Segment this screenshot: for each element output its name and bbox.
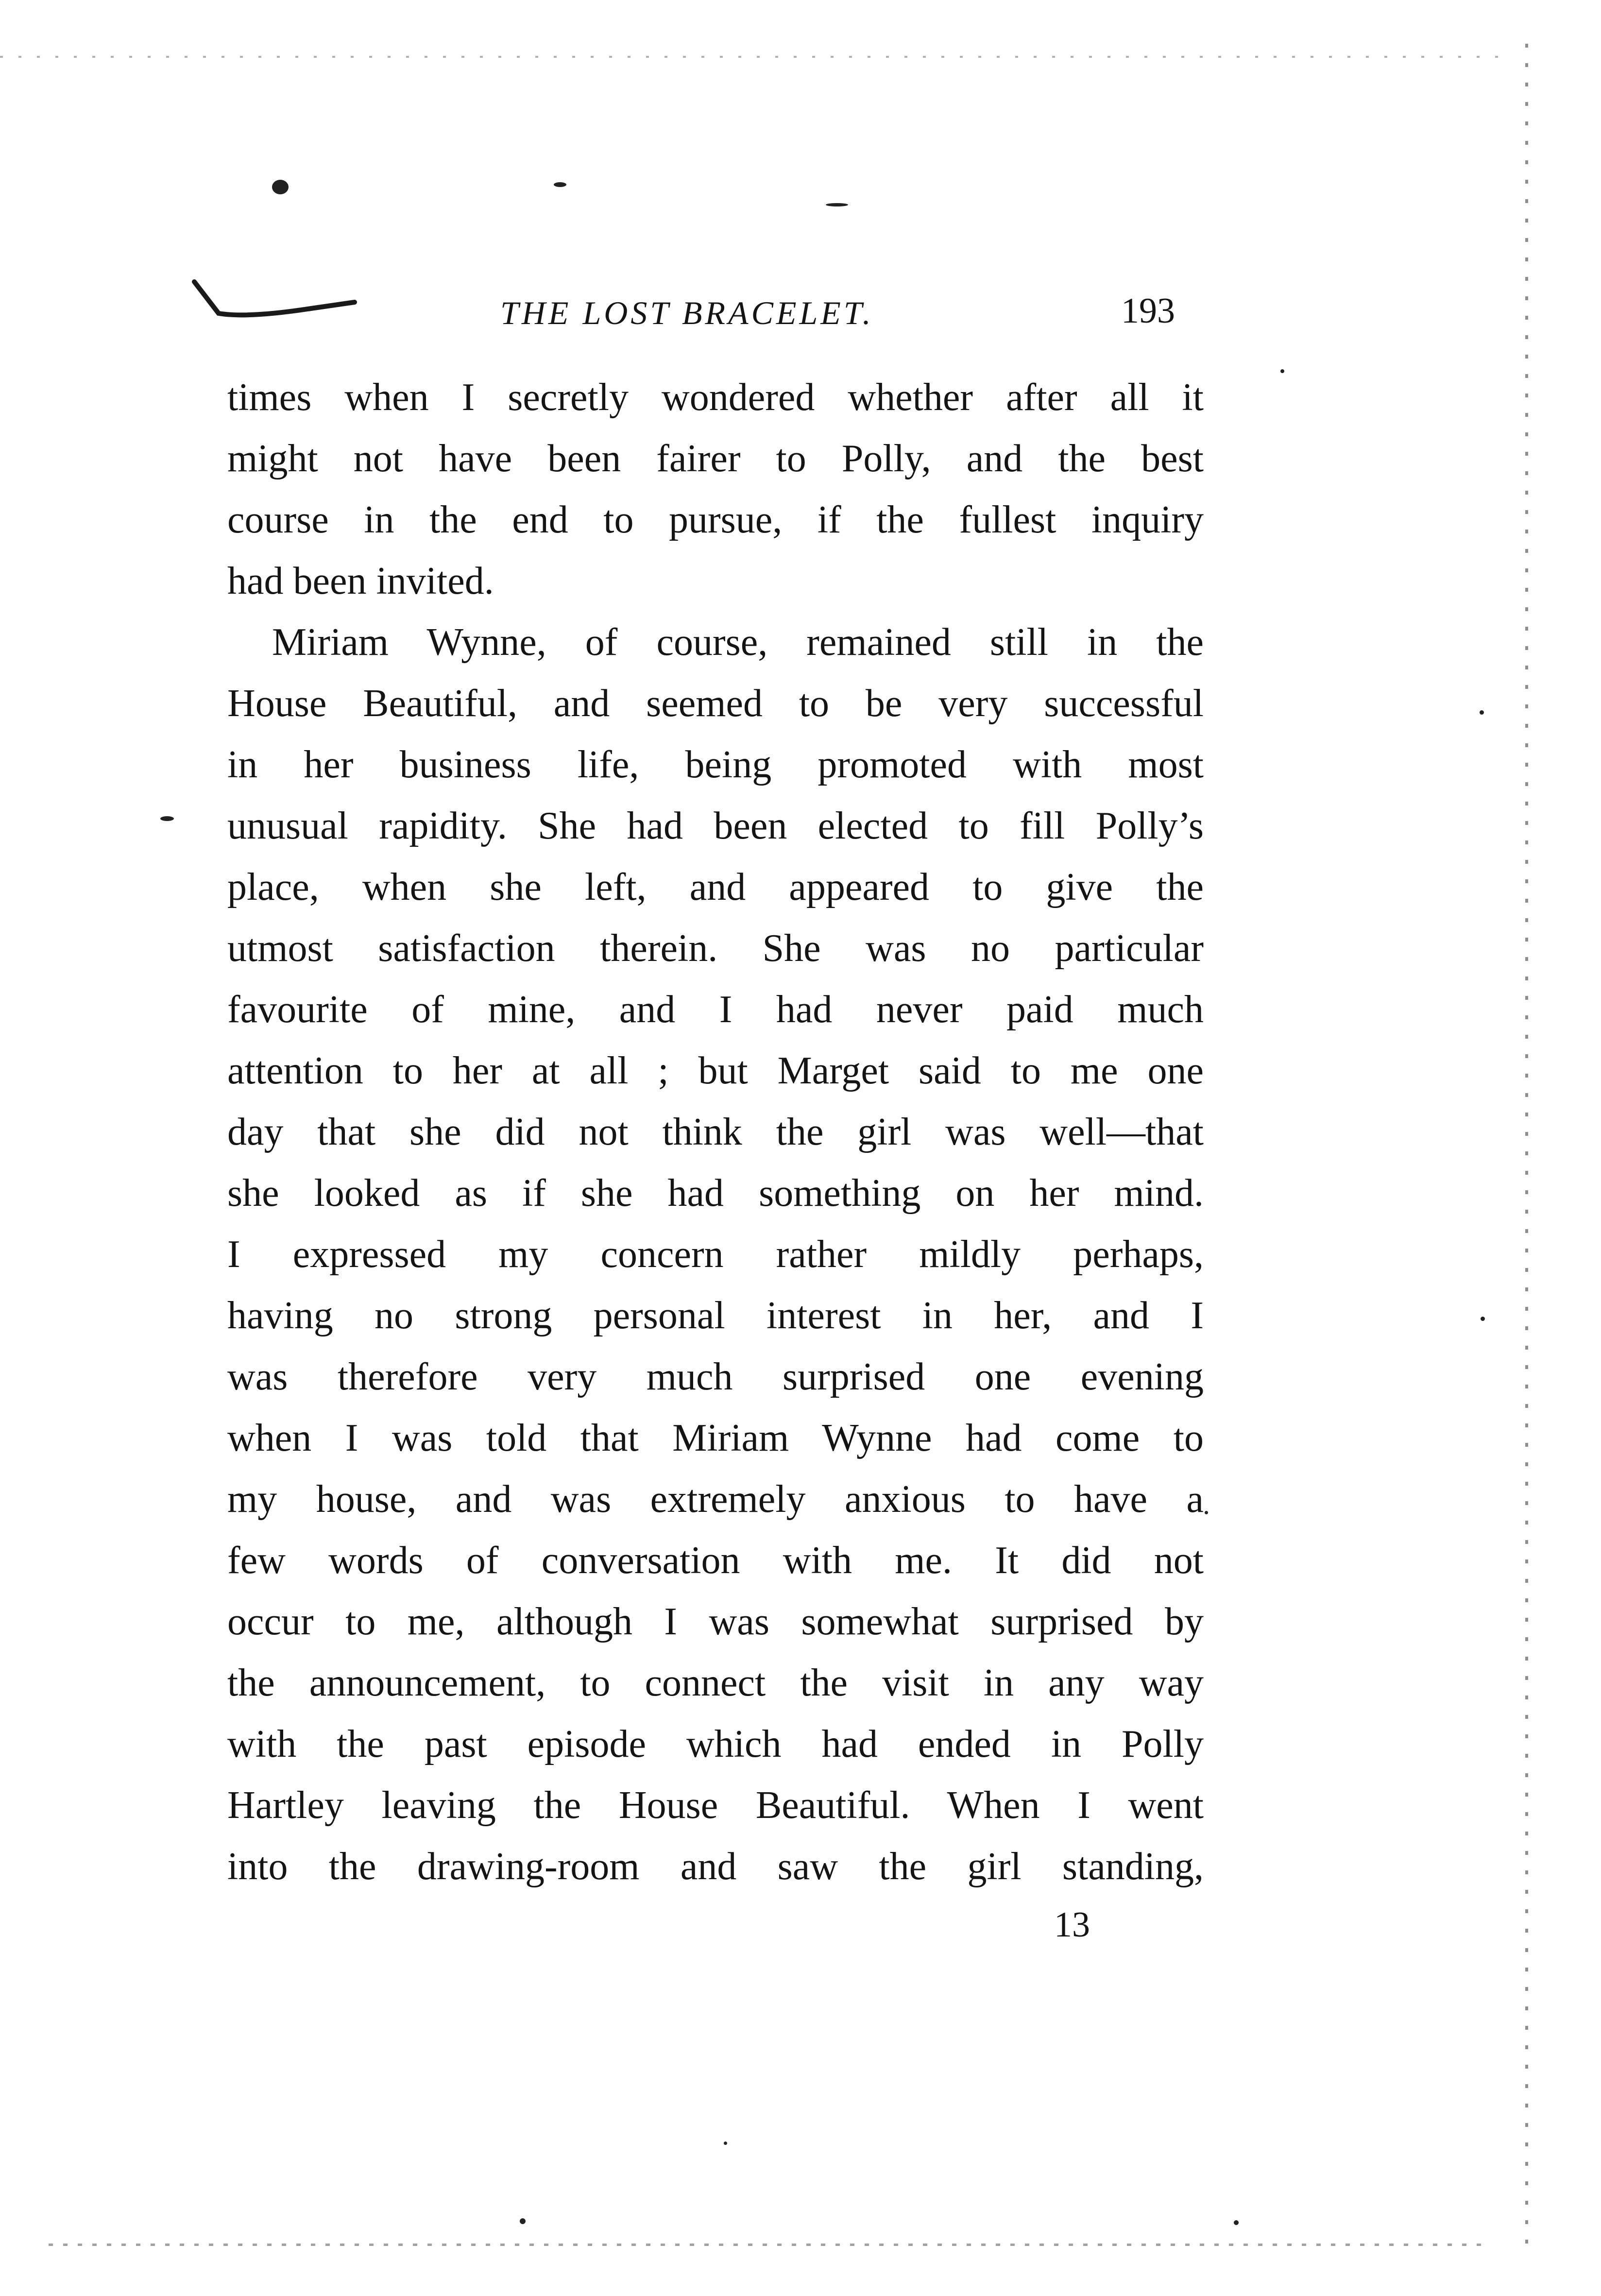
scan-speck: [1480, 710, 1484, 715]
scan-speck: [724, 2142, 727, 2145]
text-line: with the past episode which had ended in Polly: [227, 1723, 1204, 1765]
signature-mark: 13: [1054, 1905, 1090, 1945]
text-line: Miriam Wynne, of course, remained still in the: [272, 621, 1204, 664]
text-line: attention to her at all ; but Marget said to me one: [227, 1049, 1204, 1092]
scan-top-edge: [0, 56, 1506, 58]
scan-right-edge: [1525, 44, 1528, 2254]
text-line: utmost satisfaction therein. She was no particular: [227, 927, 1204, 970]
scan-speck: [554, 182, 566, 187]
text-line: place, when she left, and appeared to give the: [227, 866, 1204, 908]
text-line: my house, and was extremely anxious to have a: [227, 1478, 1204, 1521]
body-text: [227, 367, 1204, 1897]
text-line: was therefore very much surprised one evening: [227, 1355, 1204, 1398]
text-line: House Beautiful, and seemed to be very successful: [227, 682, 1204, 725]
text-line: Hartley leaving the House Beautiful. When I went: [227, 1784, 1204, 1827]
scan-speck: [272, 180, 289, 194]
scan-speck: [1280, 369, 1284, 373]
text-line: favourite of mine, and I had never paid much: [227, 988, 1204, 1031]
text-line: into the drawing-room and saw the girl standing,: [227, 1845, 1204, 1888]
text-line: I expressed my concern rather mildly perhaps,: [227, 1233, 1204, 1276]
text-line: having no strong personal interest in her, and I: [227, 1294, 1204, 1337]
text-line: might not have been fairer to Polly, and the best: [227, 437, 1204, 480]
text-line: in her business life, being promoted with most: [227, 743, 1204, 786]
scan-speck: [1481, 1317, 1485, 1321]
scan-speck: [160, 816, 174, 821]
text-line: when I was told that Miriam Wynne had come to: [227, 1417, 1204, 1459]
text-line: few words of conversation with me. It did not: [227, 1539, 1204, 1582]
page-number: 193: [1121, 291, 1175, 331]
running-head-title: THE LOST BRACELET.: [500, 294, 874, 331]
scan-speck: [1205, 1511, 1208, 1514]
text-line: had been invited.: [227, 560, 494, 602]
scan-speck: [1234, 2220, 1239, 2225]
scan-speck: [826, 203, 848, 206]
scan-bottom-edge: [49, 2244, 1482, 2246]
corner-pen-mark: [189, 272, 364, 345]
text-line: occur to me, although I was somewhat surprised by: [227, 1600, 1204, 1643]
text-line: course in the end to pursue, if the fullest inquiry: [227, 498, 1204, 541]
text-line: unusual rapidity. She had been elected to fill Polly’s: [227, 805, 1204, 847]
text-line: she looked as if she had something on her mind.: [227, 1172, 1204, 1215]
text-line: day that she did not think the girl was well—that: [227, 1111, 1204, 1153]
text-line: the announcement, to connect the visit in any way: [227, 1662, 1204, 1704]
text-line: times when I secretly wondered whether after all it: [227, 376, 1204, 419]
scan-speck: [520, 2218, 526, 2224]
